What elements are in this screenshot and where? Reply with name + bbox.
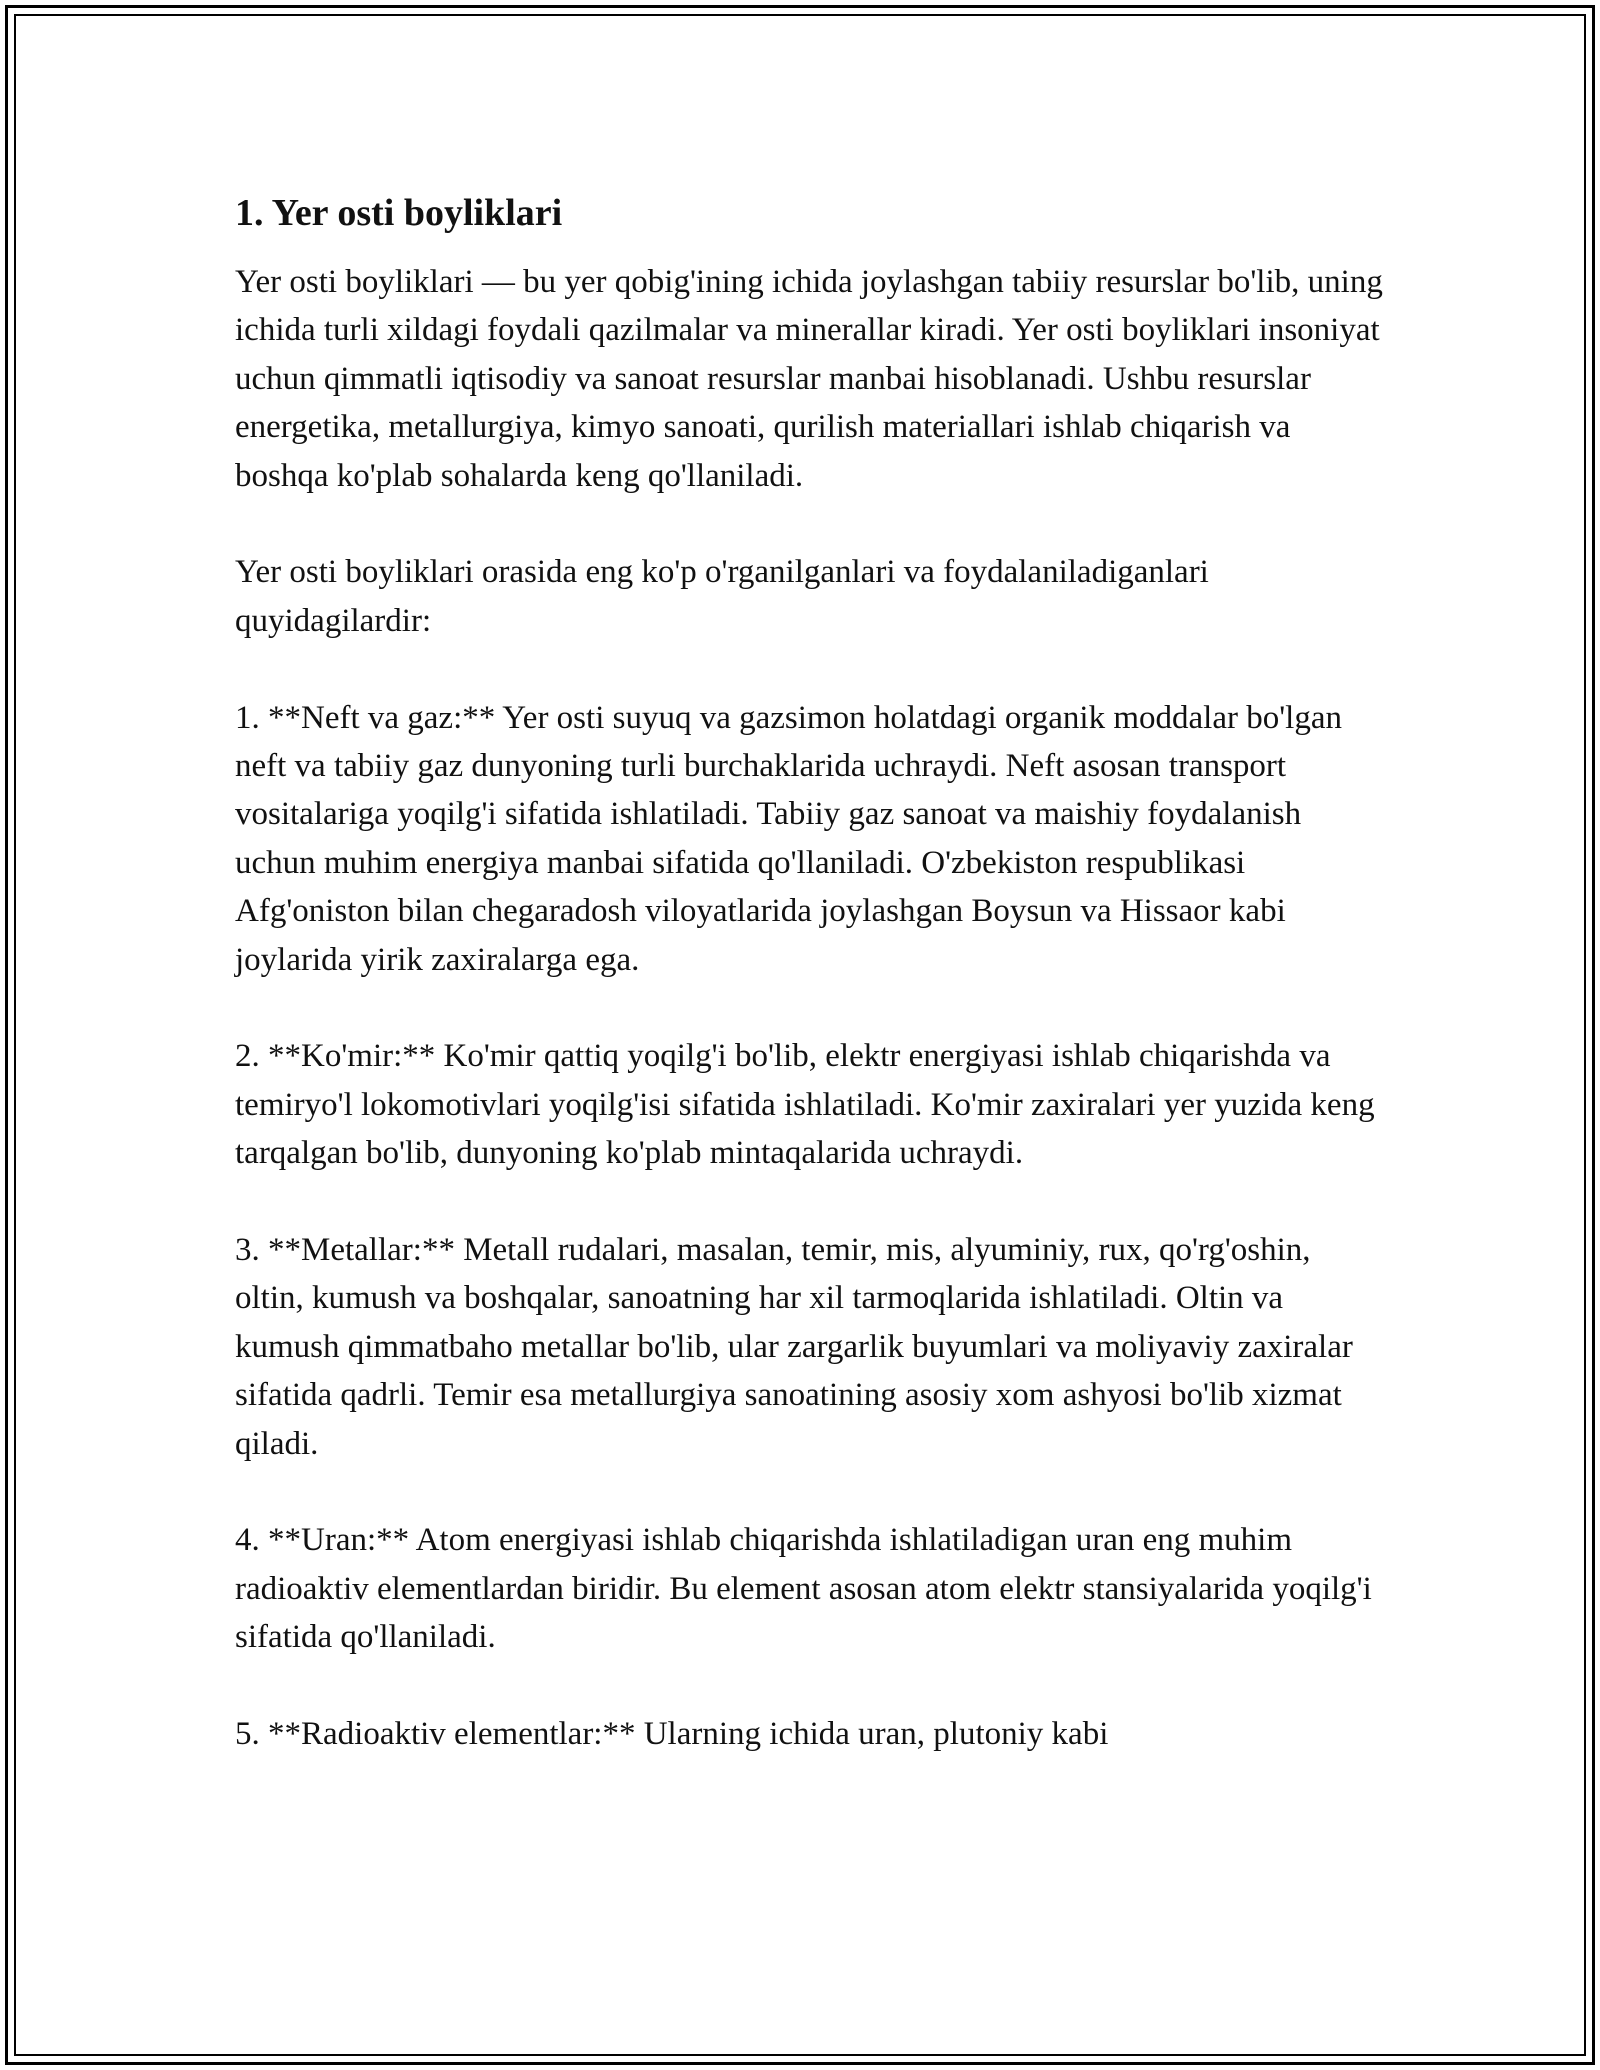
section-heading: 1. Yer osti boyliklari	[235, 192, 563, 234]
list-item-oil-gas: 1. **Neft va gaz:** Yer osti suyuq va gazsimon holatdagi organik moddalar bo'lgan neft va tabiiy gaz dunyoning turli burchaklarida uchraydi. Neft asosan transport vositalariga yoqilg'i sifatida ishlatiladi. Tabiiy gaz sanoat va maishiy foydalanish uchun muhim energiya manbai sifatida qo'llaniladi. O'zbekiston respublikasi Afg'oniston bilan chegaradosh viloyatlarida joylashgan Boysun va Hissaor kabi joylarida yirik zaxiralarga ega.	[235, 699, 1342, 978]
list-item-radioactive: 5. **Radioaktiv elementlar:** Ularning ichida uran, plutoniy kabi	[235, 1716, 1109, 1753]
document-body	[235, 188, 1385, 1759]
intro-paragraph: Yer osti boyliklari — bu yer qobig'ining ichida joylashgan tabiiy resurslar bo'lib, uning ichida turli xildagi foydali qazilmalar va minerallar kiradi. Yer osti boyliklari insoniyat uchun qimmatli iqtisodiy va sanoat resurslar manbai hisoblanadi. Ushbu resurslar energetika, metallurgiya, kimyo sanoati, qurilish materiallari ishlab chiqarish va boshqa ko'plab sohalarda keng qo'llaniladi.	[235, 264, 1383, 494]
list-item-metals: 3. **Metallar:** Metall rudalari, masalan, temir, mis, alyuminiy, rux, qo'rg'oshin, oltin, kumush va boshqalar, sanoatning har xil tarmoqlarida ishlatiladi. Oltin va kumush qimmatbaho metallar bo'lib, ular zargarlik buyumlari va moliyaviy zaxiralar sifatida qadrli. Temir esa metallurgiya sanoatining asosiy xom ashyosi bo'lib xizmat qiladi.	[235, 1232, 1353, 1462]
list-intro-paragraph: Yer osti boyliklari orasida eng ko'p o'rganilganlari va foydalaniladiganlari quyidagilardir:	[235, 554, 1209, 639]
list-item-coal: 2. **Ko'mir:** Ko'mir qattiq yoqilg'i bo'lib, elektr energiyasi ishlab chiqarishda va temiryo'l lokomotivlari yoqilg'isi sifatida ishlatiladi. Ko'mir zaxiralari yer yuzida keng tarqalgan bo'lib, dunyoning ko'plab mintaqalarida uchraydi.	[235, 1038, 1375, 1172]
list-item-uranium: 4. **Uran:** Atom energiyasi ishlab chiqarishda ishlatiladigan uran eng muhim radioaktiv elementlardan biridir. Bu element asosan atom elektr stansiyalarida yoqilg'i sifatida qo'llaniladi.	[235, 1522, 1372, 1656]
